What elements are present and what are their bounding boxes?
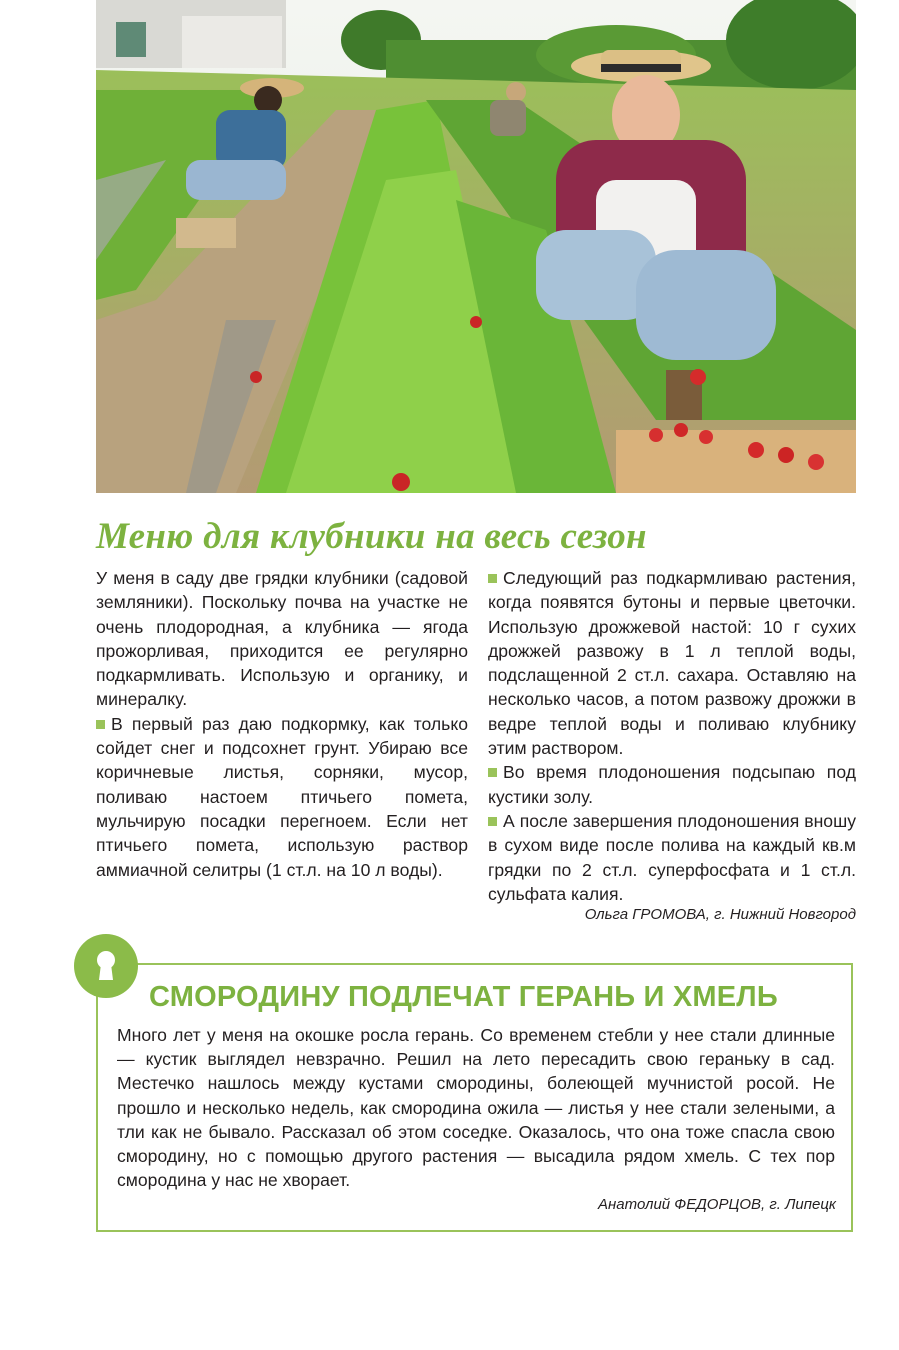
article-author: Ольга ГРОМОВА, г. Нижний Новгород [584, 906, 856, 923]
bullet-marker [488, 574, 497, 583]
bullet-marker [96, 720, 105, 729]
article-paragraph-4: А после завершения плодоношения вношу в сухом виде после полива на каждый кв.м грядки по 2 ст.л. суперфосфата и 1 ст.л. сульфата калия. [488, 810, 856, 904]
keyhole-icon [74, 934, 138, 998]
article-paragraph-1: В первый раз даю подкормку, как только сойдет снег и подсохнет грунт. Убираю все коричневые листья, сорняки, мусор, поливаю настоем птичьего помета, мульчирую посадки перегноем. Если нет птичьего помета, использую раствор аммиачной селитры (1 ст.л. на 10 л воды). [96, 713, 468, 880]
article-column-left [96, 566, 468, 882]
article-intro: У меня в саду две грядки клубники (садовой земляники). Поскольку почва на участке не очень плодородная, а клубника — ягода прожорливая, приходится ее регулярно подкармливать. Использую и органику, и минералку. [96, 568, 468, 710]
article-column-right [488, 566, 856, 906]
strawberry-field-photo [96, 0, 856, 493]
tip-title: СМОРОДИНУ ПОДЛЕЧАТ ГЕРАНЬ И ХМЕЛЬ [149, 981, 778, 1013]
article-paragraph-2: Следующий раз подкармливаю растения, когда появятся бутоны и первые цветочки. Использую дрожжевой настой: 10 г сухих дрожжей развожу в 1 л теплой воды, подслащенной 2 ст.л. сахара. Оставляю на несколько часов, а потом развожу дрожжи в ведре теплой воды и поливаю клубнику этим раствором. [488, 568, 856, 759]
tip-text: Много лет у меня на окошке росла герань. Со временем стебли у нее стали длинные — кустик выглядел невзрачно. Решил на лето пересадить свою гераньку в сад. Местечко нашлось между кустами смородины, болеющей мучнистой росой. Не прошло и несколько недель, как смородина ожила — листья у нее стали зелеными, а тли как не бывало. Рассказал об этом соседке. Оказалось, что она тоже спасла свою смородину, но с помощью другого растения — высадила рядом хмель. С тех пор смородина у нас не хворает. [117, 1025, 835, 1191]
bullet-marker [488, 817, 497, 826]
article-paragraph-3: Во время плодоношения подсыпаю под кустики золу. [488, 762, 856, 807]
article-title: Меню для клубники на весь сезон [96, 516, 647, 557]
bullet-marker [488, 768, 497, 777]
tip-author: Анатолий ФЕДОРЦОВ, г. Липецк [598, 1196, 836, 1213]
